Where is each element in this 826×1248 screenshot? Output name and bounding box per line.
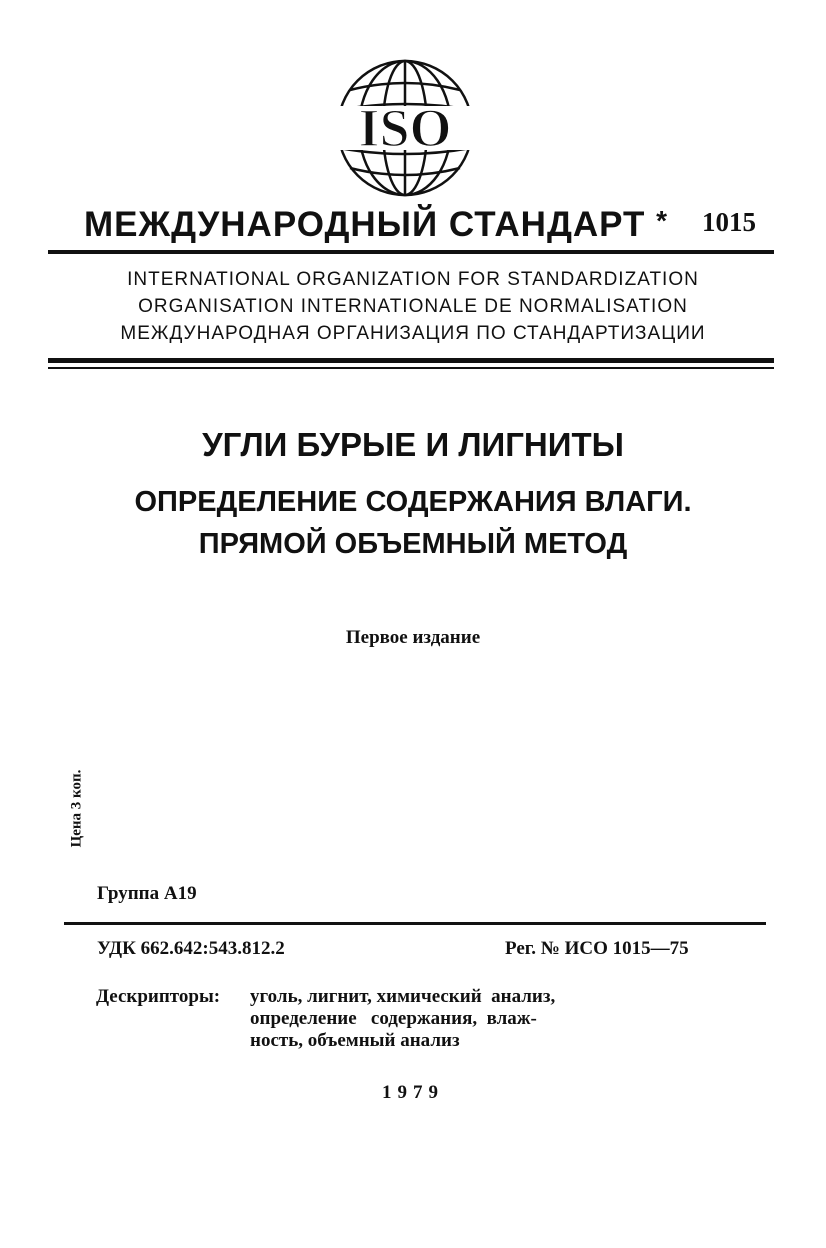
iso-logo [330, 58, 480, 198]
document-title-line1: УГЛИ БУРЫЕ И ЛИГНИТЫ [202, 426, 624, 463]
group-label: Группа А19 [97, 883, 197, 904]
footer-rule [64, 922, 766, 925]
document-title-line2: ОПРЕДЕЛЕНИЕ СОДЕРЖАНИЯ ВЛАГИ. [134, 486, 692, 518]
org-name-english: INTERNATIONAL ORGANIZATION FOR STANDARDIZATION [127, 269, 699, 290]
descriptors-label: Дескрипторы: [96, 986, 221, 1007]
standard-asterisk: * [656, 205, 669, 236]
descriptors-line2: определение содержания, влаж- [250, 1008, 537, 1029]
udk-code: УДК 662.642:543.812.2 [97, 938, 285, 959]
descriptors-line3: ность, объемный анализ [250, 1030, 460, 1051]
price-text: Цена 3 коп. [68, 769, 85, 848]
document-title-line3: ПРЯМОЙ ОБЪЕМНЫЙ МЕТОД [198, 528, 628, 560]
standard-title-text: МЕЖДУНАРОДНЫЙ СТАНДАРТ [84, 205, 646, 244]
org-name-russian: МЕЖДУНАРОДНАЯ ОРГАНИЗАЦИЯ ПО СТАНДАРТИЗАЦИИ [120, 323, 706, 344]
standard-title [84, 205, 668, 245]
edition-label: Первое издание [345, 627, 481, 648]
header-rule-top [48, 250, 774, 254]
header-rule-bottom-thin [48, 367, 774, 369]
org-name-french: ORGANISATION INTERNATIONALE DE NORMALISATION [138, 296, 688, 317]
standard-number: 1015 [702, 207, 756, 237]
iso-logo-text: ISO [358, 98, 452, 158]
iso-globe-icon [330, 58, 480, 198]
price-label [60, 758, 90, 868]
registration-number: Рег. № ИСО 1015—75 [505, 938, 689, 959]
header-rule-bottom [48, 358, 774, 363]
publication-year: 1979 [382, 1082, 444, 1103]
descriptors-line1: уголь, лигнит, химический анализ, [250, 986, 556, 1007]
